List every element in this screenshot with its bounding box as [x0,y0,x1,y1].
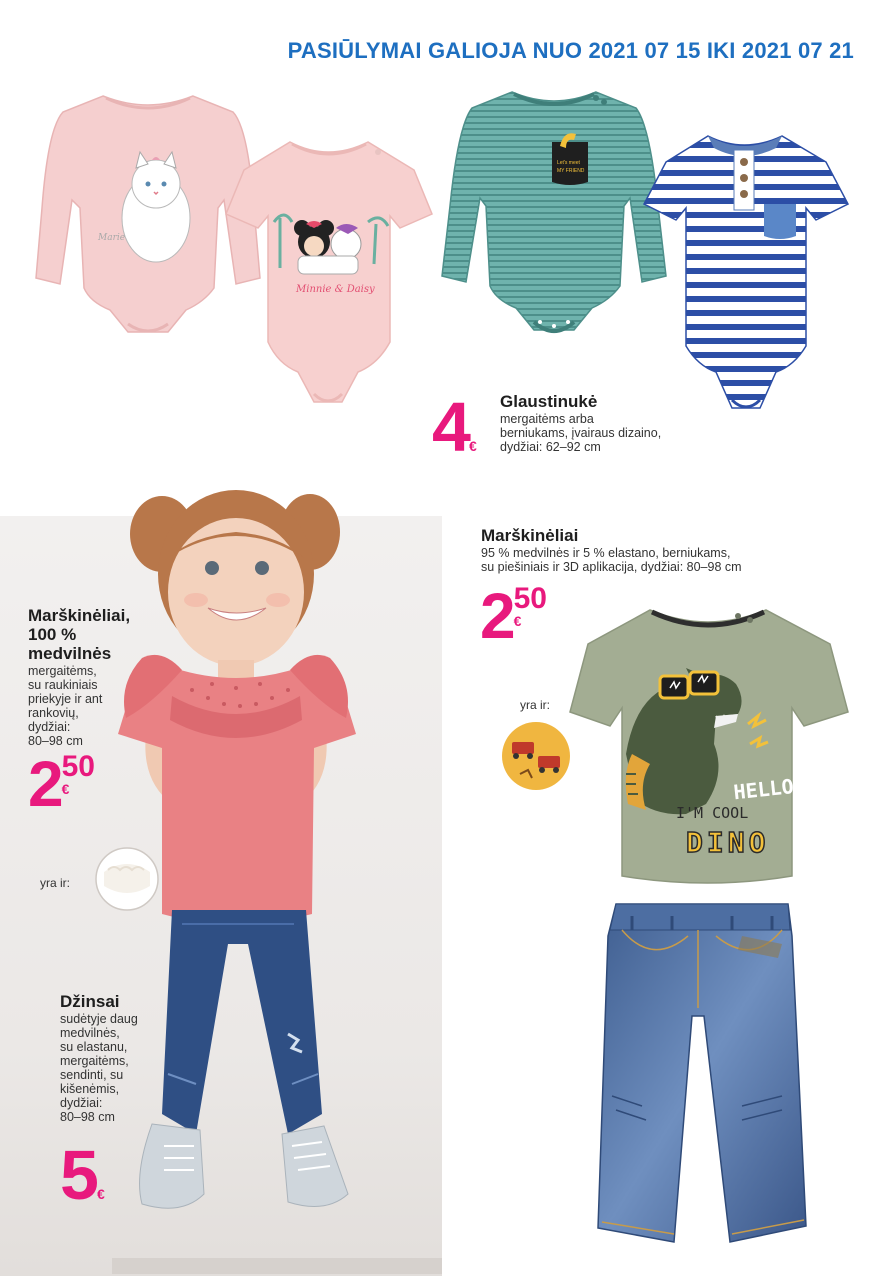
teal-striped-bodysuit-image [436,86,672,356]
girl-tshirt-price-currency: € [61,781,70,797]
girl-tshirt-desc-line: priekyje ir ant [28,692,103,706]
print-text-minnie-daisy: Minnie & Daisy [296,284,375,295]
jeans-desc-line: sudėtyje daug [60,1012,138,1026]
jeans-desc-line: mergaitėms, [60,1054,129,1068]
pocket-text-line1: Let's meet [557,160,580,166]
girl-tshirt-desc-line: 80–98 cm [28,734,83,748]
girl-tshirt-title-line: Marškinėliai, [28,606,131,625]
girl-photo-image [112,474,442,1274]
boy-tshirt-desc-line: 95 % medvilnės ir 5 % elastano, berniukams, [481,546,731,560]
jeans-desc-line: medvilnės, [60,1026,120,1040]
girl-tshirt-desc-line: su raukiniais [28,678,98,692]
jeans-desc-line: kišenėmis, [60,1082,120,1096]
dino-print-variant-swatch [500,720,572,792]
khaki-dino-tshirt-image [566,604,852,888]
jeans-price [60,1136,105,1214]
print-text-dino: DINO [686,826,770,859]
girl-tshirt-price-cents: 50 [61,750,95,783]
bodysuit-price-main: 4 [432,388,469,466]
bodysuit-desc-line: mergaitėms arba [500,412,594,426]
jeans-price-currency: € [96,1186,105,1202]
boy-tshirt-desc-line: su piešiniais ir 3D aplikacija, dydžiai: 80–98 cm [481,560,742,574]
print-text-hello: HELLO! [732,772,807,805]
print-text-im-cool: I'M COOL [676,804,749,822]
bodysuit-price-currency: € [468,438,477,454]
jeans-desc-line: dydžiai: [60,1096,103,1110]
jeans-desc-line: 80–98 cm [60,1110,115,1124]
boy-tshirt-description [481,546,742,574]
validity-header: PASIŪLYMAI GALIOJA NUO 2021 07 15 IKI 2021 07 21 [287,38,854,63]
girl-tshirt-also-available-label: yra ir: [40,876,70,890]
girl-tshirt-title [28,606,130,663]
jeans-desc-line: sendinti, su [60,1068,124,1082]
girl-tshirt-desc-line: dydžiai: [28,720,71,734]
jeans-price-main: 5 [60,1136,97,1214]
white-tshirt-variant-swatch [94,846,160,912]
bodysuit-desc-line: berniukams, įvairaus dizaino, [500,426,662,440]
boy-tshirt-price-cents: 50 [513,582,547,615]
pocket-text-line2: MY FRIEND [557,168,585,174]
boy-tshirt-price [480,580,547,652]
bodysuit-description [500,412,661,454]
girl-tshirt-title-line: 100 % [28,625,77,644]
girl-tshirt-title-line: medvilnės [28,644,112,663]
girl-tshirt-description [28,664,102,748]
boy-tshirt-title: Marškinėliai [481,526,579,545]
print-text-marie: Marie [98,233,126,243]
girl-tshirt-desc-line: rankovių, [28,706,79,720]
girl-tshirt-desc-line: mergaitėms, [28,664,97,678]
bodysuit-title: Glaustinukė [500,392,598,411]
pink-shortsleeve-bodysuit-image [218,132,440,414]
blue-striped-bodysuit-image [638,128,854,420]
jeans-description [60,1012,138,1124]
girl-tshirt-price-main: 2 [28,748,62,820]
girl-tshirt-price [28,748,95,820]
bodysuit-price [432,388,477,466]
bodysuit-desc-line: dydžiai: 62–92 cm [500,440,601,454]
boy-tshirt-price-currency: € [513,613,522,629]
boy-tshirt-price-main: 2 [480,580,514,652]
boy-tshirt-also-available-label: yra ir: [520,698,550,712]
boy-jeans-image [592,896,812,1250]
jeans-desc-line: su elastanu, [60,1040,128,1054]
jeans-title: Džinsai [60,992,120,1011]
